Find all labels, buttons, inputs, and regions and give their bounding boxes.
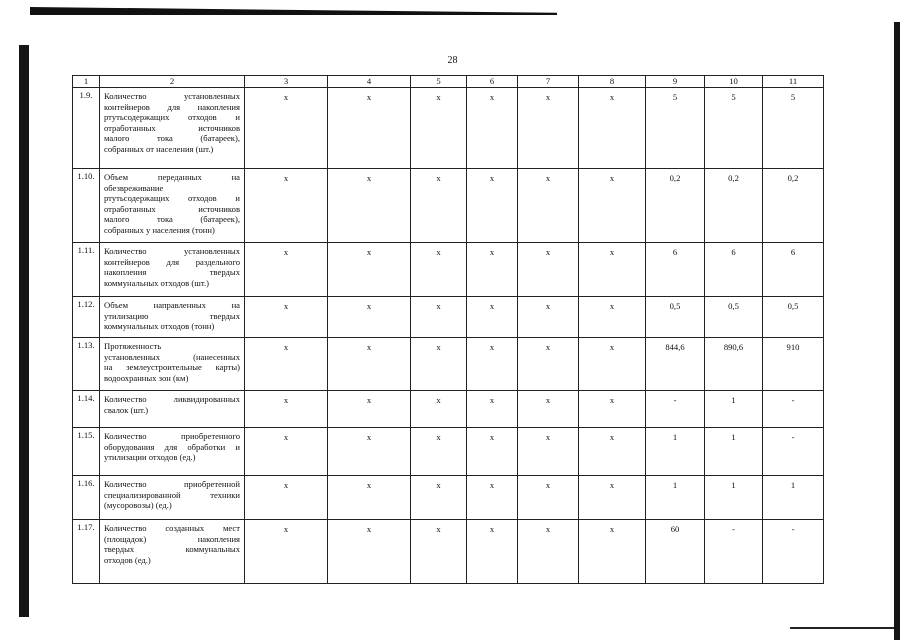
- indicator-name-line: Объем направленных на: [104, 300, 240, 310]
- indicator-name: [100, 169, 245, 243]
- column-header: 2: [100, 76, 245, 88]
- indicator-name: [100, 297, 245, 338]
- value-cell: 1: [763, 476, 824, 520]
- value-cell: x: [411, 391, 467, 428]
- value-cell: -: [763, 520, 824, 584]
- indicator-name-line: собранных у населения (тонн): [104, 224, 215, 235]
- value-cell: x: [245, 428, 328, 476]
- value-cell: x: [579, 88, 646, 169]
- value-cell: x: [411, 338, 467, 391]
- value-cell: -: [705, 520, 763, 584]
- indicator-name-line: контейнеров для раздельного: [104, 256, 240, 267]
- indicator-name-line: коммунальных отходов (шт.): [104, 277, 209, 288]
- indicator-name-line: Количество приобретенного: [104, 431, 240, 441]
- indicator-name-line: накопления твердых: [104, 267, 240, 278]
- value-cell: x: [328, 169, 411, 243]
- row-number: 1.11.: [73, 243, 100, 297]
- table-row: [73, 428, 824, 476]
- indicator-name-line: собранных от населения (шт.): [104, 143, 214, 154]
- value-cell: 5: [763, 88, 824, 169]
- value-cell: 0,2: [646, 169, 705, 243]
- value-cell: 844,6: [646, 338, 705, 391]
- indicators-table: [72, 75, 824, 584]
- table-row: [73, 169, 824, 243]
- value-cell: x: [518, 520, 579, 584]
- value-cell: x: [467, 476, 518, 520]
- indicator-name-line: Количество установленных: [104, 91, 240, 101]
- value-cell: x: [467, 428, 518, 476]
- row-number: 1.17.: [73, 520, 100, 584]
- table-row: [73, 338, 824, 391]
- indicator-name-line: Количество приобретенной: [104, 479, 240, 489]
- value-cell: x: [518, 169, 579, 243]
- indicator-name-line: (мусоровозы) (ед.): [104, 500, 172, 511]
- value-cell: x: [579, 338, 646, 391]
- value-cell: x: [245, 476, 328, 520]
- value-cell: x: [579, 428, 646, 476]
- value-cell: x: [518, 88, 579, 169]
- indicator-name-line: специализированной техники: [104, 489, 240, 500]
- row-number: 1.12.: [73, 297, 100, 338]
- indicator-name-line: отработанных источников: [104, 203, 240, 214]
- value-cell: 0,2: [705, 169, 763, 243]
- value-cell: x: [579, 243, 646, 297]
- value-cell: x: [518, 428, 579, 476]
- column-header: 3: [245, 76, 328, 88]
- value-cell: x: [411, 169, 467, 243]
- table-row: [73, 520, 824, 584]
- column-header: 9: [646, 76, 705, 88]
- value-cell: x: [467, 169, 518, 243]
- table-row: [73, 243, 824, 297]
- value-cell: 5: [646, 88, 705, 169]
- scan-artifact-top: [30, 7, 557, 15]
- value-cell: x: [518, 297, 579, 338]
- row-number: 1.10.: [73, 169, 100, 243]
- value-cell: x: [328, 391, 411, 428]
- indicator-name-line: Количество ликвидированных: [104, 394, 240, 404]
- table-row: [73, 88, 824, 169]
- indicator-name-line: контейнеров для накопления: [104, 101, 240, 112]
- value-cell: x: [579, 391, 646, 428]
- value-cell: x: [579, 297, 646, 338]
- indicator-name-line: коммунальных отходов (тонн): [104, 321, 215, 332]
- value-cell: x: [518, 391, 579, 428]
- value-cell: x: [245, 88, 328, 169]
- indicator-name-line: водоохранных зон (км): [104, 372, 189, 383]
- column-header: 11: [763, 76, 824, 88]
- value-cell: 910: [763, 338, 824, 391]
- column-header: 1: [73, 76, 100, 88]
- value-cell: 1: [705, 476, 763, 520]
- value-cell: x: [579, 169, 646, 243]
- indicator-name-line: ртутьсодержащих отходов и: [104, 193, 240, 204]
- value-cell: x: [518, 243, 579, 297]
- value-cell: x: [467, 297, 518, 338]
- value-cell: 5: [705, 88, 763, 169]
- scan-artifact-right: [894, 22, 900, 640]
- indicator-name-line: твердых коммунальных: [104, 544, 240, 555]
- indicator-name: [100, 391, 245, 428]
- value-cell: x: [245, 391, 328, 428]
- column-header: 10: [705, 76, 763, 88]
- indicator-name-line: обезвреживание: [104, 182, 164, 193]
- value-cell: x: [579, 520, 646, 584]
- row-number: 1.15.: [73, 428, 100, 476]
- value-cell: 890,6: [705, 338, 763, 391]
- value-cell: x: [411, 243, 467, 297]
- row-number: 1.13.: [73, 338, 100, 391]
- value-cell: x: [467, 520, 518, 584]
- value-cell: x: [328, 338, 411, 391]
- indicator-name-line: оборудования для обработки и: [104, 441, 240, 452]
- value-cell: 0,2: [763, 169, 824, 243]
- indicator-name-line: утилизации отходов (ед.): [104, 452, 196, 463]
- indicator-name: [100, 520, 245, 584]
- value-cell: -: [646, 391, 705, 428]
- row-number: 1.9.: [73, 88, 100, 169]
- column-header: 6: [467, 76, 518, 88]
- value-cell: 1: [646, 476, 705, 520]
- indicator-name-line: Протяженность: [104, 341, 162, 351]
- value-cell: x: [467, 338, 518, 391]
- value-cell: 60: [646, 520, 705, 584]
- indicator-name: [100, 243, 245, 297]
- indicator-name-line: ртутьсодержащих отходов и: [104, 112, 240, 123]
- scan-artifact-left: [19, 45, 29, 617]
- indicator-name: [100, 428, 245, 476]
- value-cell: x: [579, 476, 646, 520]
- column-header: 7: [518, 76, 579, 88]
- value-cell: -: [763, 428, 824, 476]
- table-row: [73, 391, 824, 428]
- value-cell: x: [411, 520, 467, 584]
- table-row: [73, 476, 824, 520]
- value-cell: 0,5: [763, 297, 824, 338]
- indicator-name-line: на землеустроительные карты): [104, 362, 240, 373]
- row-number: 1.14.: [73, 391, 100, 428]
- value-cell: 1: [646, 428, 705, 476]
- value-cell: 1: [705, 428, 763, 476]
- value-cell: x: [328, 476, 411, 520]
- value-cell: x: [467, 243, 518, 297]
- value-cell: 6: [646, 243, 705, 297]
- indicator-name-line: отходов (ед.): [104, 554, 151, 565]
- indicator-name-line: утилизацию твердых: [104, 310, 240, 321]
- value-cell: x: [245, 169, 328, 243]
- value-cell: x: [245, 338, 328, 391]
- value-cell: x: [411, 428, 467, 476]
- indicator-name-line: отработанных источников: [104, 122, 240, 133]
- value-cell: x: [245, 243, 328, 297]
- indicator-name-line: (площадок) накопления: [104, 533, 240, 544]
- column-header: 5: [411, 76, 467, 88]
- page-number: 28: [447, 55, 458, 66]
- column-header: 8: [579, 76, 646, 88]
- value-cell: 0,5: [705, 297, 763, 338]
- indicator-name-line: малого тока (батареек),: [104, 214, 240, 225]
- table-row: [73, 297, 824, 338]
- value-cell: x: [328, 520, 411, 584]
- value-cell: x: [245, 520, 328, 584]
- value-cell: x: [328, 428, 411, 476]
- value-cell: x: [518, 338, 579, 391]
- indicator-name-line: Количество установленных: [104, 246, 240, 256]
- indicator-name-line: малого тока (батареек),: [104, 133, 240, 144]
- row-number: 1.16.: [73, 476, 100, 520]
- indicator-name-line: Количество созданных мест: [104, 523, 240, 533]
- value-cell: x: [411, 297, 467, 338]
- value-cell: x: [328, 297, 411, 338]
- indicator-name-line: Объем переданных на: [104, 172, 240, 182]
- column-header: 4: [328, 76, 411, 88]
- value-cell: x: [467, 391, 518, 428]
- scan-artifact-bottom: [790, 627, 894, 629]
- indicator-name: [100, 476, 245, 520]
- value-cell: x: [411, 476, 467, 520]
- value-cell: 6: [763, 243, 824, 297]
- value-cell: 6: [705, 243, 763, 297]
- value-cell: x: [328, 88, 411, 169]
- indicator-name: [100, 88, 245, 169]
- value-cell: 1: [705, 391, 763, 428]
- indicator-name: [100, 338, 245, 391]
- column-header-row: [73, 76, 824, 88]
- value-cell: x: [518, 476, 579, 520]
- indicator-name-line: свалок (шт.): [104, 404, 149, 415]
- value-cell: x: [467, 88, 518, 169]
- value-cell: x: [411, 88, 467, 169]
- value-cell: x: [328, 243, 411, 297]
- value-cell: 0,5: [646, 297, 705, 338]
- value-cell: -: [763, 391, 824, 428]
- value-cell: x: [245, 297, 328, 338]
- indicator-name-line: установленных (нанесенных: [104, 351, 240, 362]
